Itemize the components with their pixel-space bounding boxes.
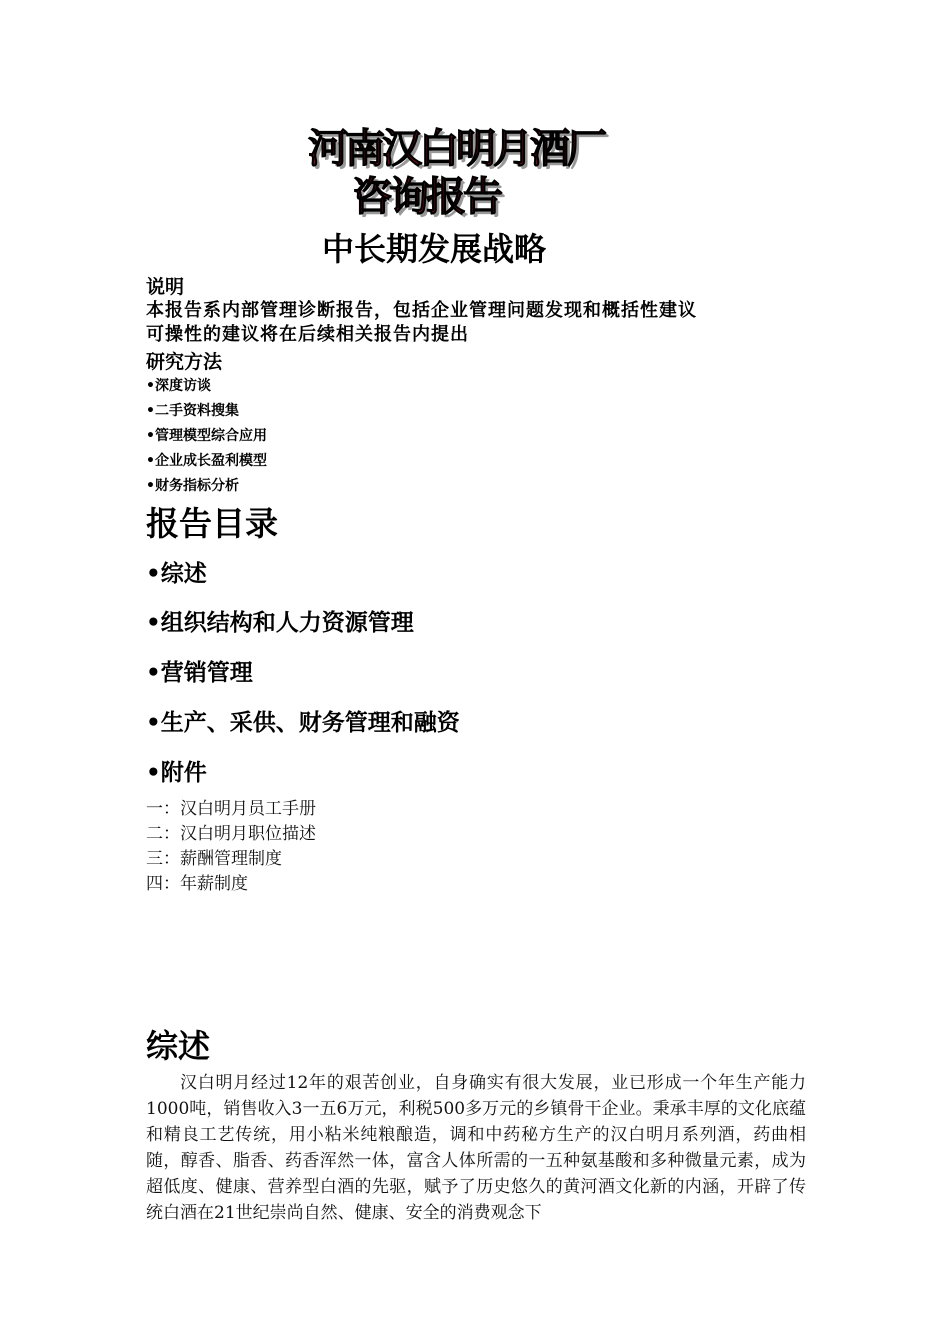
toc-item: •组织结构和人力资源管理 <box>146 610 414 636</box>
attachment-item: 四：年薪制度 <box>146 874 248 894</box>
toc-item: •生产、采供、财务管理和融资 <box>146 710 460 736</box>
attachment-item: 三：薪酬管理制度 <box>146 849 282 869</box>
cover-title-line2: 咨询报告 <box>352 174 500 220</box>
toc-item: •综述 <box>146 561 207 587</box>
methods-heading: 研究方法 <box>146 351 223 373</box>
cover-subtitle: 中长期发展战略 <box>322 230 547 268</box>
method-item: •财务指标分析 <box>146 478 239 494</box>
toc-item: •附件 <box>146 760 207 786</box>
overview-paragraph: 汉白明月经过12年的艰苦创业，自身确实有很大发展，业已形成一个年生产能力1000吨，销售收入3一五6万元，利税500多万元的乡镇骨干企业。秉承丰厚的文化底蕴和精良工艺传统，用小粘米纯粮酿造，调和中药秘方生产的汉白明月系列酒，药曲相随，醇香、脂香、药香浑然一体，富含人体所需的一五种氨基酸和多种微量元素，成为超低度、健康、营养型白酒的先驱，赋予了历史悠久的黄河酒文化新的内涵，开辟了传统白酒在21世纪崇尚自然、健康、安全的消费观念下 <box>146 1073 806 1223</box>
method-item: •二手资料搜集 <box>146 403 239 419</box>
method-item: •企业成长盈利模型 <box>146 453 267 469</box>
toc-heading: 报告目录 <box>146 504 278 543</box>
notes-line-2: 可操性的建议将在后续相关报告内提出 <box>146 324 469 345</box>
attachment-item: 二：汉白明月职位描述 <box>146 824 316 844</box>
overview-heading: 综述 <box>146 1027 211 1065</box>
method-item: •管理模型综合应用 <box>146 428 267 444</box>
toc-item: •营销管理 <box>146 660 253 686</box>
notes-line-1: 本报告系内部管理诊断报告，包括企业管理问题发现和概括性建议 <box>146 300 697 321</box>
method-item: •深度访谈 <box>146 378 211 394</box>
attachment-item: 一：汉白明月员工手册 <box>146 799 316 819</box>
notes-heading: 说明 <box>146 276 185 298</box>
cover-title-line1: 河南汉白明月酒厂 <box>308 126 604 172</box>
